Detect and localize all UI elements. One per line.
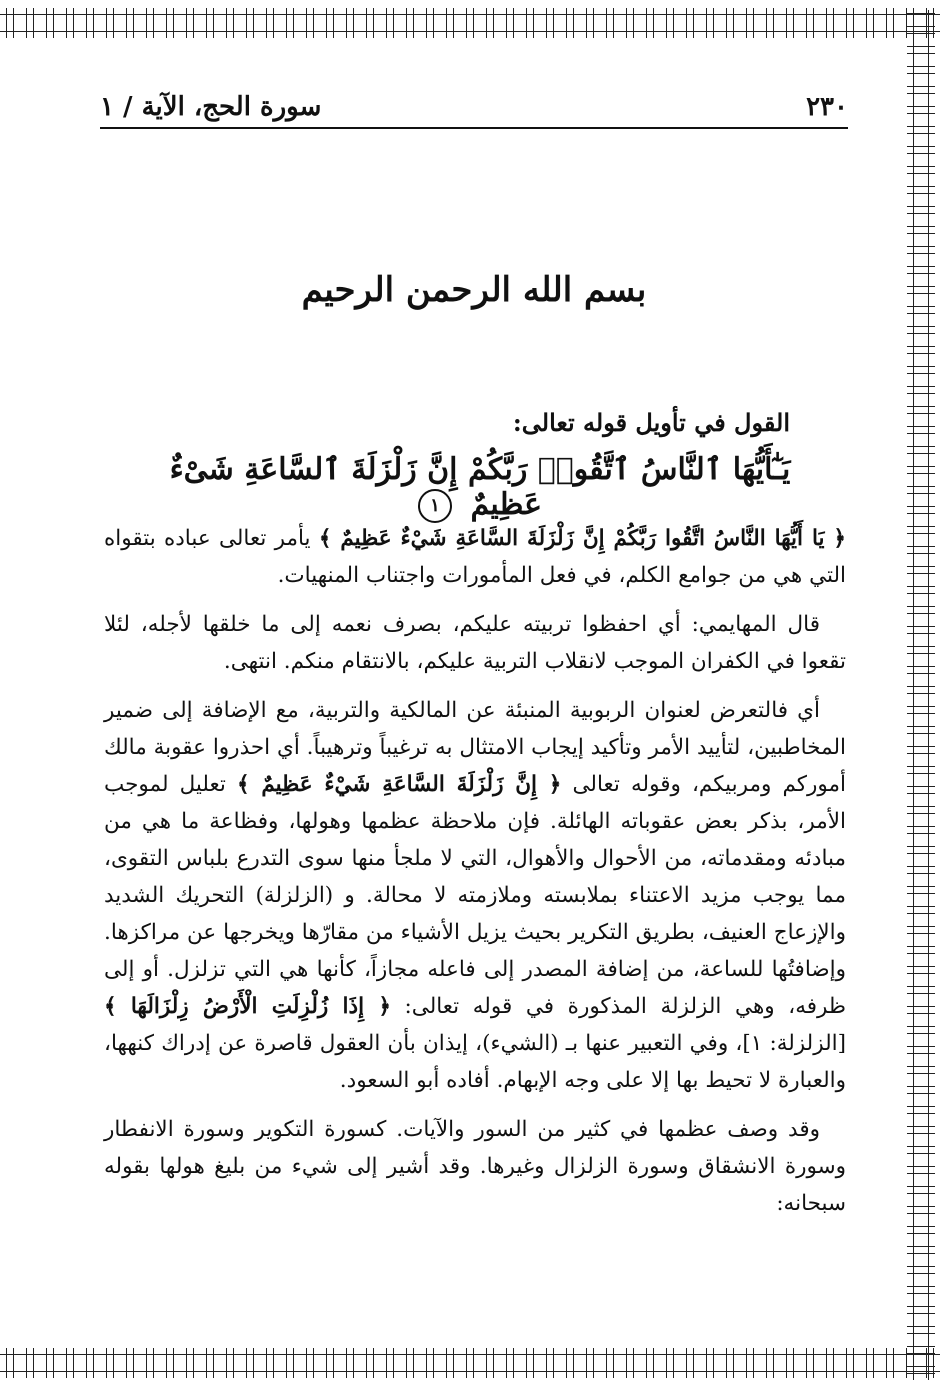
basmala-heading: بسم الله الرحمن الرحيم <box>301 270 647 310</box>
page-number: ٢٣٠ <box>806 92 848 122</box>
paragraph-text: قال المهايمي: أي احفظوا تربيته عليكم، بصرف نعمه إلى ما خلقها لأجله، لئلا تقعوا في الكفران الموجب لانقلاب التربية عليكم، بالانتقام منكم. انتهى. <box>104 612 846 674</box>
running-title: سورة الحج، الآية / ١ <box>100 92 322 122</box>
quoted-verse: ﴿ يَا أَيُّهَا النَّاسُ اتَّقُوا رَبَّكُمْ إِنَّ زَلْزَلَةَ السَّاعَةِ شَيْءٌ عَظِيمٌ ﴾ <box>318 526 847 551</box>
paragraph-text: يأمر تعالى عباده بتقواه التي هي من جوامع الكلم، في فعل المأمورات واجتناب المنهيات. <box>104 526 846 588</box>
right-ornamental-border <box>907 10 935 1380</box>
top-ornamental-border <box>0 8 940 38</box>
verse-number-marker: ١ <box>418 489 452 523</box>
page-header <box>100 82 848 122</box>
paragraph-text: أي فالتعرض لعنوان الربوبية المنبئة عن المالكية والتربية، مع الإضافة إلى ضمير المخاطبين، لتأييد الأمر وتأكيد إيجاب الامتثال به ترغيباً وترهيباً. أي احذروا عقوبة مالك أموركم ومربيكم، وقوله تعالى <box>104 698 846 797</box>
commentary-body <box>104 520 846 1234</box>
paragraph-1 <box>104 520 846 594</box>
section-heading: القول في تأويل قوله تعالى: <box>512 408 790 437</box>
bottom-ornamental-border <box>0 1348 940 1378</box>
verse-text: يَـٰٓأَيُّهَا ٱلنَّاسُ ٱتَّقُوا۟ رَبَّكُمْ إِنَّ زَلْزَلَةَ ٱلسَّاعَةِ شَىْءٌ عَظِيمٌ <box>169 452 791 522</box>
header-divider <box>100 127 848 129</box>
paragraph-text: تعليل لموجب الأمر، بذكر بعض عقوباته الهائلة. فإن ملاحظة عظمها وهولها، وفظاعة ما هي من مبادئه ومقدماته، من الأحوال والأهوال، التي لا ملجأ منها سوى التدرع بلباس التقوى، مما يوجب مزيد الاعتناء بملابسته وملازمته لا محالة. و (الزلزلة) التحريك الشديد والإزعاج العنيف، بطريق التكرير بحيث يزيل الأشياء من مقارّها ويخرجها عن مراكزها. وإضافتُها للساعة، من إضافة المصدر إلى فاعله مجازاً، كأنها هي التي تزلزل. أو إلى ظرفه، وهي الزلزلة المذكورة في قوله تعالى: <box>104 772 846 1019</box>
paragraph-text: وقد وصف عظمها في كثير من السور والآيات. كسورة التكوير وسورة الانفطار وسورة الانشقاق وسورة الزلزال وغيرها. وقد أشير إلى شيء من بليغ هولها بقوله سبحانه: <box>104 1117 846 1216</box>
paragraph-text: [الزلزلة: ١]، وفي التعبير عنها بـ (الشيء)، إيذان بأن العقول قاصرة عن إدراك كنهها، والعبارة لا تحيط بها إلا على وجه الإبهام. أفاده أبو السعود. <box>104 1031 846 1093</box>
quoted-verse: ﴿ إِذَا زُلْزِلَتِ الْأَرْضُ زِلْزَالَهَا ﴾ <box>104 994 391 1019</box>
quran-verse <box>160 452 800 523</box>
quoted-verse: ﴿ إِنَّ زَلْزَلَةَ السَّاعَةِ شَيْءٌ عَظِيمٌ ﴾ <box>236 772 562 797</box>
paragraph-3 <box>104 692 846 1099</box>
paragraph-4 <box>104 1111 846 1222</box>
paragraph-2 <box>104 606 846 680</box>
